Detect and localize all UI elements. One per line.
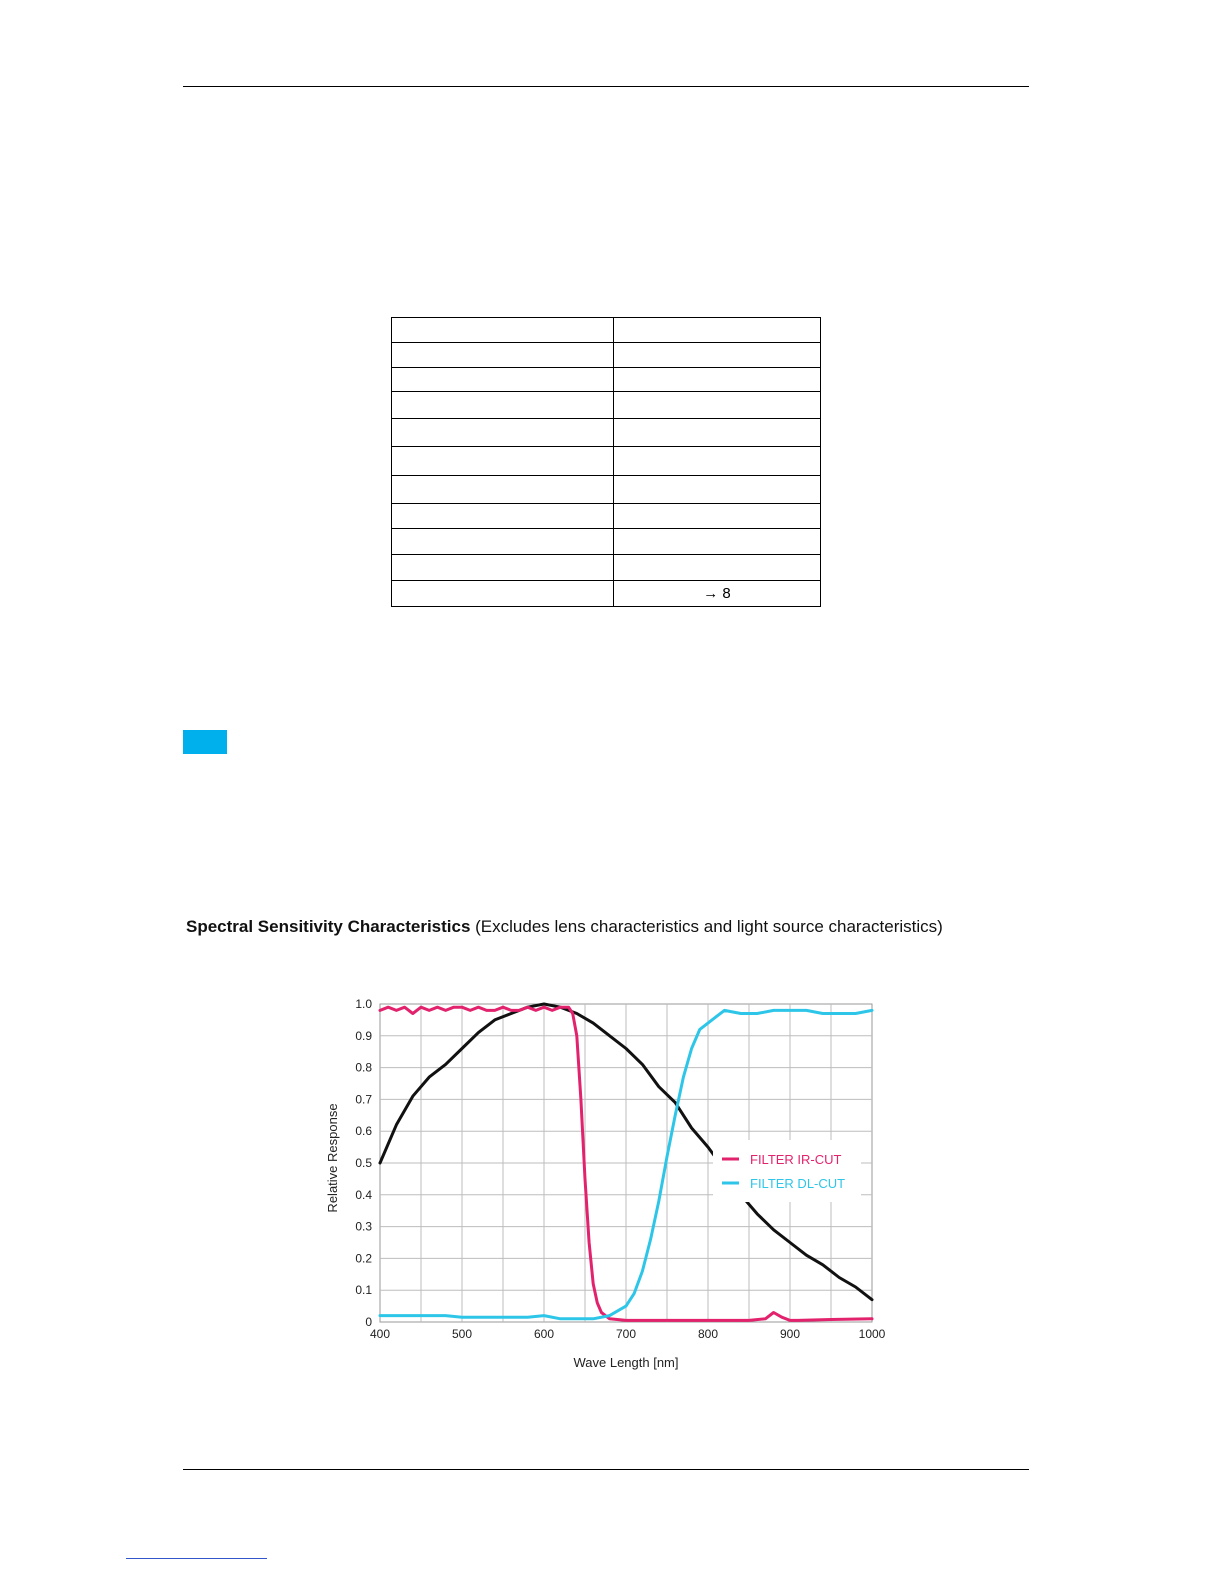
table-row	[392, 555, 821, 581]
x-tick-label: 1000	[858, 1327, 886, 1341]
y-tick-label: 0.8	[355, 1060, 372, 1075]
table-cell	[614, 447, 821, 476]
spectral-chart	[318, 990, 898, 1380]
table-row	[392, 476, 821, 504]
table-cell	[392, 504, 614, 529]
x-tick-label: 800	[697, 1327, 719, 1341]
table-cell	[614, 318, 821, 343]
chart-heading	[186, 917, 943, 937]
table-cell	[392, 476, 614, 504]
legend-box	[713, 1140, 861, 1202]
y-tick-label: 0.7	[355, 1092, 372, 1107]
section-marker	[183, 730, 227, 754]
footer-rule	[183, 1469, 1029, 1470]
header-rule	[183, 86, 1029, 87]
legend-label: FILTER IR-CUT	[750, 1152, 842, 1167]
table-cell	[614, 343, 821, 368]
table-cell	[614, 368, 821, 392]
x-tick-label: 500	[451, 1327, 473, 1341]
footer-link[interactable]	[126, 1558, 267, 1559]
table-row	[392, 504, 821, 529]
table-cell	[392, 392, 614, 419]
table-cell	[392, 447, 614, 476]
table-row	[392, 343, 821, 368]
table-row	[392, 581, 821, 607]
y-tick-label: 1.0	[355, 997, 372, 1011]
x-tick-label: 600	[533, 1327, 555, 1341]
table-cell	[392, 368, 614, 392]
spec-table	[391, 317, 821, 607]
y-axis-label: Relative Response	[325, 1103, 340, 1213]
y-tick-label: 0.1	[355, 1283, 372, 1298]
x-tick-label: 700	[615, 1327, 637, 1341]
table-row	[392, 392, 821, 419]
chart-heading-bold: Spectral Sensitivity Characteristics	[186, 917, 471, 936]
table-cell	[392, 318, 614, 343]
y-tick-label: 0.9	[355, 1028, 372, 1043]
table-cell	[392, 419, 614, 447]
x-tick-label: 900	[779, 1327, 801, 1341]
legend-label: FILTER DL-CUT	[750, 1176, 846, 1191]
y-tick-label: 0.6	[355, 1124, 372, 1139]
table-cell	[392, 581, 614, 607]
y-tick-label: 0.5	[355, 1156, 372, 1170]
table-row	[392, 447, 821, 476]
x-tick-label: 400	[369, 1327, 391, 1341]
table-cell	[614, 529, 821, 555]
y-tick-label: 0.2	[355, 1251, 372, 1266]
table-cell	[614, 392, 821, 419]
table-row	[392, 529, 821, 555]
y-tick-label: 0.4	[355, 1187, 372, 1202]
table-row	[392, 419, 821, 447]
table-cell: → 8	[614, 581, 821, 607]
chart-heading-note: (Excludes lens characteristics and light source characteristics)	[470, 917, 943, 936]
table-cell	[392, 529, 614, 555]
table-cell	[614, 419, 821, 447]
table-cell	[392, 555, 614, 581]
table-row	[392, 368, 821, 392]
chart-legend	[713, 1140, 861, 1202]
table-cell	[614, 504, 821, 529]
table-cell	[392, 343, 614, 368]
y-tick-label: 0.3	[355, 1219, 372, 1234]
spec-table-body	[392, 318, 821, 607]
table-cell	[614, 555, 821, 581]
table-cell	[614, 476, 821, 504]
table-row	[392, 318, 821, 343]
x-axis-label: Wave Length [nm]	[573, 1355, 679, 1370]
y-tick-label: 0	[365, 1315, 372, 1329]
